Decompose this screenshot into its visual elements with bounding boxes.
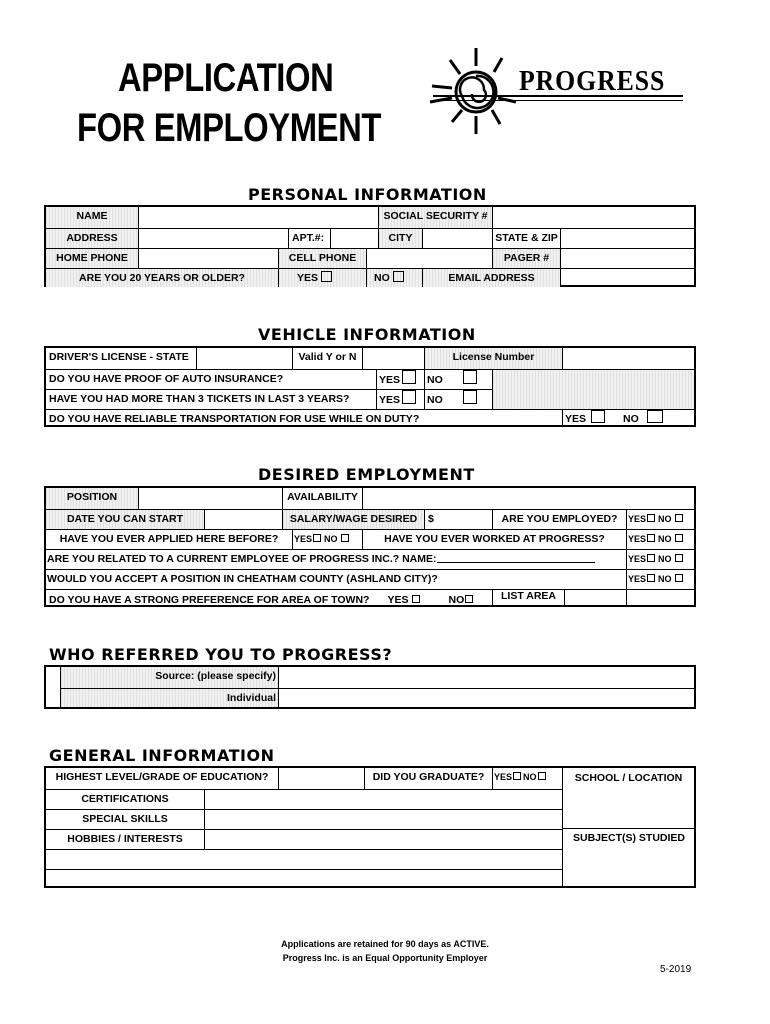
no-label: NO — [623, 413, 639, 425]
area-yes-checkbox[interactable] — [412, 595, 420, 603]
related-no-checkbox[interactable] — [675, 554, 683, 562]
worked-yes-no[interactable] — [626, 529, 694, 549]
city-field[interactable] — [422, 228, 492, 248]
no-label: NO — [448, 594, 465, 605]
apt-label: APT.#: — [288, 228, 330, 248]
list-area-label: LIST AREA — [492, 589, 564, 605]
education-question: HIGHEST LEVEL/GRADE OF EDUCATION? — [55, 771, 269, 783]
start-date-label: DATE YOU CAN START — [46, 509, 204, 529]
logo-underline — [433, 95, 683, 97]
age-question: ARE YOU 20 YEARS OR OLDER? — [46, 268, 278, 287]
graduate-question: DID YOU GRADUATE? — [364, 768, 492, 789]
no-label: NO — [523, 772, 537, 782]
referral-table — [44, 665, 696, 709]
city-label: CITY — [378, 228, 422, 248]
personal-info-table — [44, 205, 696, 287]
employed-question: ARE YOU EMPLOYED? — [492, 509, 626, 529]
home-phone-field[interactable] — [138, 248, 278, 268]
no-label: NO — [324, 534, 338, 544]
individual-field[interactable] — [278, 688, 694, 707]
tickets-question: HAVE YOU HAD MORE THAN 3 TICKETS IN LAST 3 YEARS? — [46, 389, 376, 409]
employed-yes-no[interactable] — [626, 509, 694, 529]
insurance-question: DO YOU HAVE PROOF OF AUTO INSURANCE? — [46, 369, 376, 389]
availability-field[interactable] — [362, 488, 694, 509]
worked-no-checkbox[interactable] — [675, 534, 683, 542]
no-label: NO — [427, 374, 443, 386]
home-phone-label: HOME PHONE — [46, 248, 138, 268]
area-no-checkbox[interactable] — [465, 595, 473, 603]
worked-question: HAVE YOU EVER WORKED AT PROGRESS? — [362, 529, 626, 549]
salary-label: SALARY/WAGE DESIRED — [282, 509, 424, 529]
age-no-option[interactable] — [366, 268, 422, 287]
cell-phone-field[interactable] — [366, 248, 492, 268]
related-question — [46, 549, 626, 569]
tickets-yes-option[interactable] — [376, 389, 424, 409]
footer-eeo-note: Progress Inc. is an Equal Opportunity Employer — [282, 953, 488, 963]
cheatham-no-checkbox[interactable] — [675, 574, 683, 582]
no-label: NO — [658, 534, 672, 544]
employed-no-checkbox[interactable] — [675, 514, 683, 522]
no-label: NO — [427, 394, 443, 406]
insurance-yes-checkbox[interactable] — [402, 370, 416, 384]
desired-employment-table — [44, 486, 696, 607]
position-field[interactable] — [138, 488, 282, 509]
transport-yes-checkbox[interactable] — [591, 410, 605, 423]
vehicle-shaded-area — [492, 369, 694, 409]
apt-field[interactable] — [330, 228, 378, 248]
applied-question: HAVE YOU EVER APPLIED HERE BEFORE? — [46, 529, 292, 549]
section-heading-personal: PERSONAL INFORMATION — [248, 185, 487, 204]
yes-label: YES — [494, 772, 513, 782]
transport-yes-no-options[interactable] — [562, 409, 694, 427]
license-number-label: License Number — [424, 348, 562, 369]
no-label: NO — [658, 574, 672, 584]
transport-no-checkbox[interactable] — [647, 410, 663, 423]
section-heading-desired: DESIRED EMPLOYMENT — [258, 465, 475, 484]
list-area-field[interactable] — [564, 589, 626, 605]
section-heading-vehicle: VEHICLE INFORMATION — [258, 325, 476, 344]
related-question-text: ARE YOU RELATED TO A CURRENT EMPLOYEE OF PROGRESS INC.? NAME: — [47, 553, 437, 565]
insurance-yes-option[interactable] — [376, 369, 424, 389]
cell-phone-label: CELL PHONE — [278, 248, 366, 268]
pager-label: PAGER # — [492, 248, 560, 268]
applied-yes-no[interactable] — [292, 529, 362, 549]
revision-date: 5-2019 — [660, 964, 692, 975]
age-yes-option[interactable] — [278, 268, 366, 287]
email-label: EMAIL ADDRESS — [422, 268, 560, 287]
name-field[interactable] — [138, 207, 378, 228]
yes-label: YES — [628, 574, 647, 584]
yes-label: YES — [387, 594, 409, 605]
start-date-field[interactable] — [204, 509, 282, 529]
list-area-field-extra[interactable] — [626, 589, 694, 605]
title-line-2: FOR EMPLOYMENT — [77, 106, 382, 150]
yes-label: YES — [379, 374, 401, 386]
employed-yes-checkbox[interactable] — [647, 514, 655, 522]
cheatham-yes-no[interactable] — [626, 569, 694, 589]
cheatham-yes-checkbox[interactable] — [647, 574, 655, 582]
availability-label: AVAILABILITY — [282, 488, 362, 509]
yes-label: YES — [294, 534, 313, 544]
pager-field[interactable] — [560, 248, 694, 268]
general-blank-row-2[interactable] — [46, 869, 562, 886]
area-question — [46, 589, 492, 605]
footer-retention-note: Applications are retained for 90 days as ACTIVE. — [281, 939, 489, 949]
logo-text: PROGRESS — [519, 66, 666, 97]
applied-yes-checkbox[interactable] — [313, 534, 321, 542]
salary-field[interactable] — [424, 509, 492, 529]
section-heading-referral: WHO REFERRED YOU TO PROGRESS? — [49, 645, 393, 664]
tickets-no-checkbox[interactable] — [463, 390, 477, 404]
email-field[interactable] — [560, 268, 694, 287]
yes-label: YES — [628, 514, 647, 524]
skills-label: SPECIAL SKILLS — [46, 809, 204, 829]
general-info-table — [44, 766, 696, 888]
hobbies-field[interactable] — [204, 829, 562, 849]
vehicle-info-table — [44, 346, 696, 427]
position-label: POSITION — [46, 488, 138, 509]
no-label: NO — [658, 514, 672, 524]
name-label: NAME — [46, 207, 138, 228]
age-yes-checkbox[interactable] — [321, 271, 332, 282]
source-label: Source: (please specify) — [60, 667, 278, 688]
dollar-sign: $ — [428, 513, 434, 525]
related-name-line[interactable] — [437, 551, 595, 563]
certifications-field[interactable] — [204, 789, 562, 809]
license-state-field[interactable] — [196, 348, 292, 369]
transport-question: DO YOU HAVE RELIABLE TRANSPORTATION FOR USE WHILE ON DUTY? — [46, 409, 562, 427]
referral-blank-cell — [46, 667, 60, 707]
insurance-no-option[interactable] — [424, 369, 492, 389]
valid-field[interactable] — [362, 348, 424, 369]
tickets-yes-checkbox[interactable] — [402, 390, 416, 404]
skills-field[interactable] — [204, 809, 562, 829]
state-zip-field[interactable] — [560, 228, 694, 248]
education-field[interactable] — [278, 768, 364, 789]
age-no-checkbox[interactable] — [393, 271, 404, 282]
related-yes-no[interactable] — [626, 549, 694, 569]
license-number-field[interactable] — [562, 348, 694, 369]
state-zip-label: STATE & ZIP — [492, 228, 560, 248]
certifications-label: CERTIFICATIONS — [46, 789, 204, 809]
no-label: NO — [374, 272, 390, 284]
yes-label: YES — [628, 554, 647, 564]
area-question-text: DO YOU HAVE A STRONG PREFERENCE FOR AREA OF TOWN? — [49, 594, 370, 605]
address-field[interactable] — [138, 228, 288, 248]
school-column — [562, 768, 694, 886]
applied-no-checkbox[interactable] — [341, 534, 349, 542]
graduate-no-checkbox[interactable] — [538, 772, 546, 780]
graduate-yes-checkbox[interactable] — [513, 772, 521, 780]
hobbies-label: HOBBIES / INTERESTS — [46, 829, 204, 849]
valid-label: Valid Y or N — [292, 348, 362, 369]
ssn-field[interactable] — [492, 207, 694, 228]
tickets-no-option[interactable] — [424, 389, 492, 409]
yes-label: YES — [628, 534, 647, 544]
individual-label: Individual — [60, 688, 278, 707]
yes-label: YES — [379, 394, 401, 406]
yes-label: YES — [297, 272, 319, 284]
related-yes-checkbox[interactable] — [647, 554, 655, 562]
sun-logo-icon — [428, 46, 518, 136]
no-label: NO — [658, 554, 672, 564]
school-label: SCHOOL / LOCATION — [574, 772, 683, 784]
worked-yes-checkbox[interactable] — [647, 534, 655, 542]
license-state-label: DRIVER'S LICENSE - STATE — [49, 351, 189, 363]
cheatham-question: WOULD YOU ACCEPT A POSITION IN CHEATHAM COUNTY (ASHLAND CITY)? — [46, 569, 626, 589]
ssn-label: SOCIAL SECURITY # — [378, 207, 492, 228]
source-field[interactable] — [278, 667, 694, 688]
graduate-yes-no[interactable] — [492, 768, 562, 789]
title-line-1: APPLICATION — [118, 56, 334, 100]
section-heading-general: GENERAL INFORMATION — [49, 746, 275, 765]
insurance-no-checkbox[interactable] — [463, 370, 477, 384]
subjects-label: SUBJECT(S) STUDIED — [563, 828, 694, 847]
logo-underline-thin — [433, 100, 683, 101]
address-label: ADDRESS — [46, 228, 138, 248]
general-blank-row-1[interactable] — [46, 849, 562, 869]
yes-label: YES — [565, 413, 587, 425]
